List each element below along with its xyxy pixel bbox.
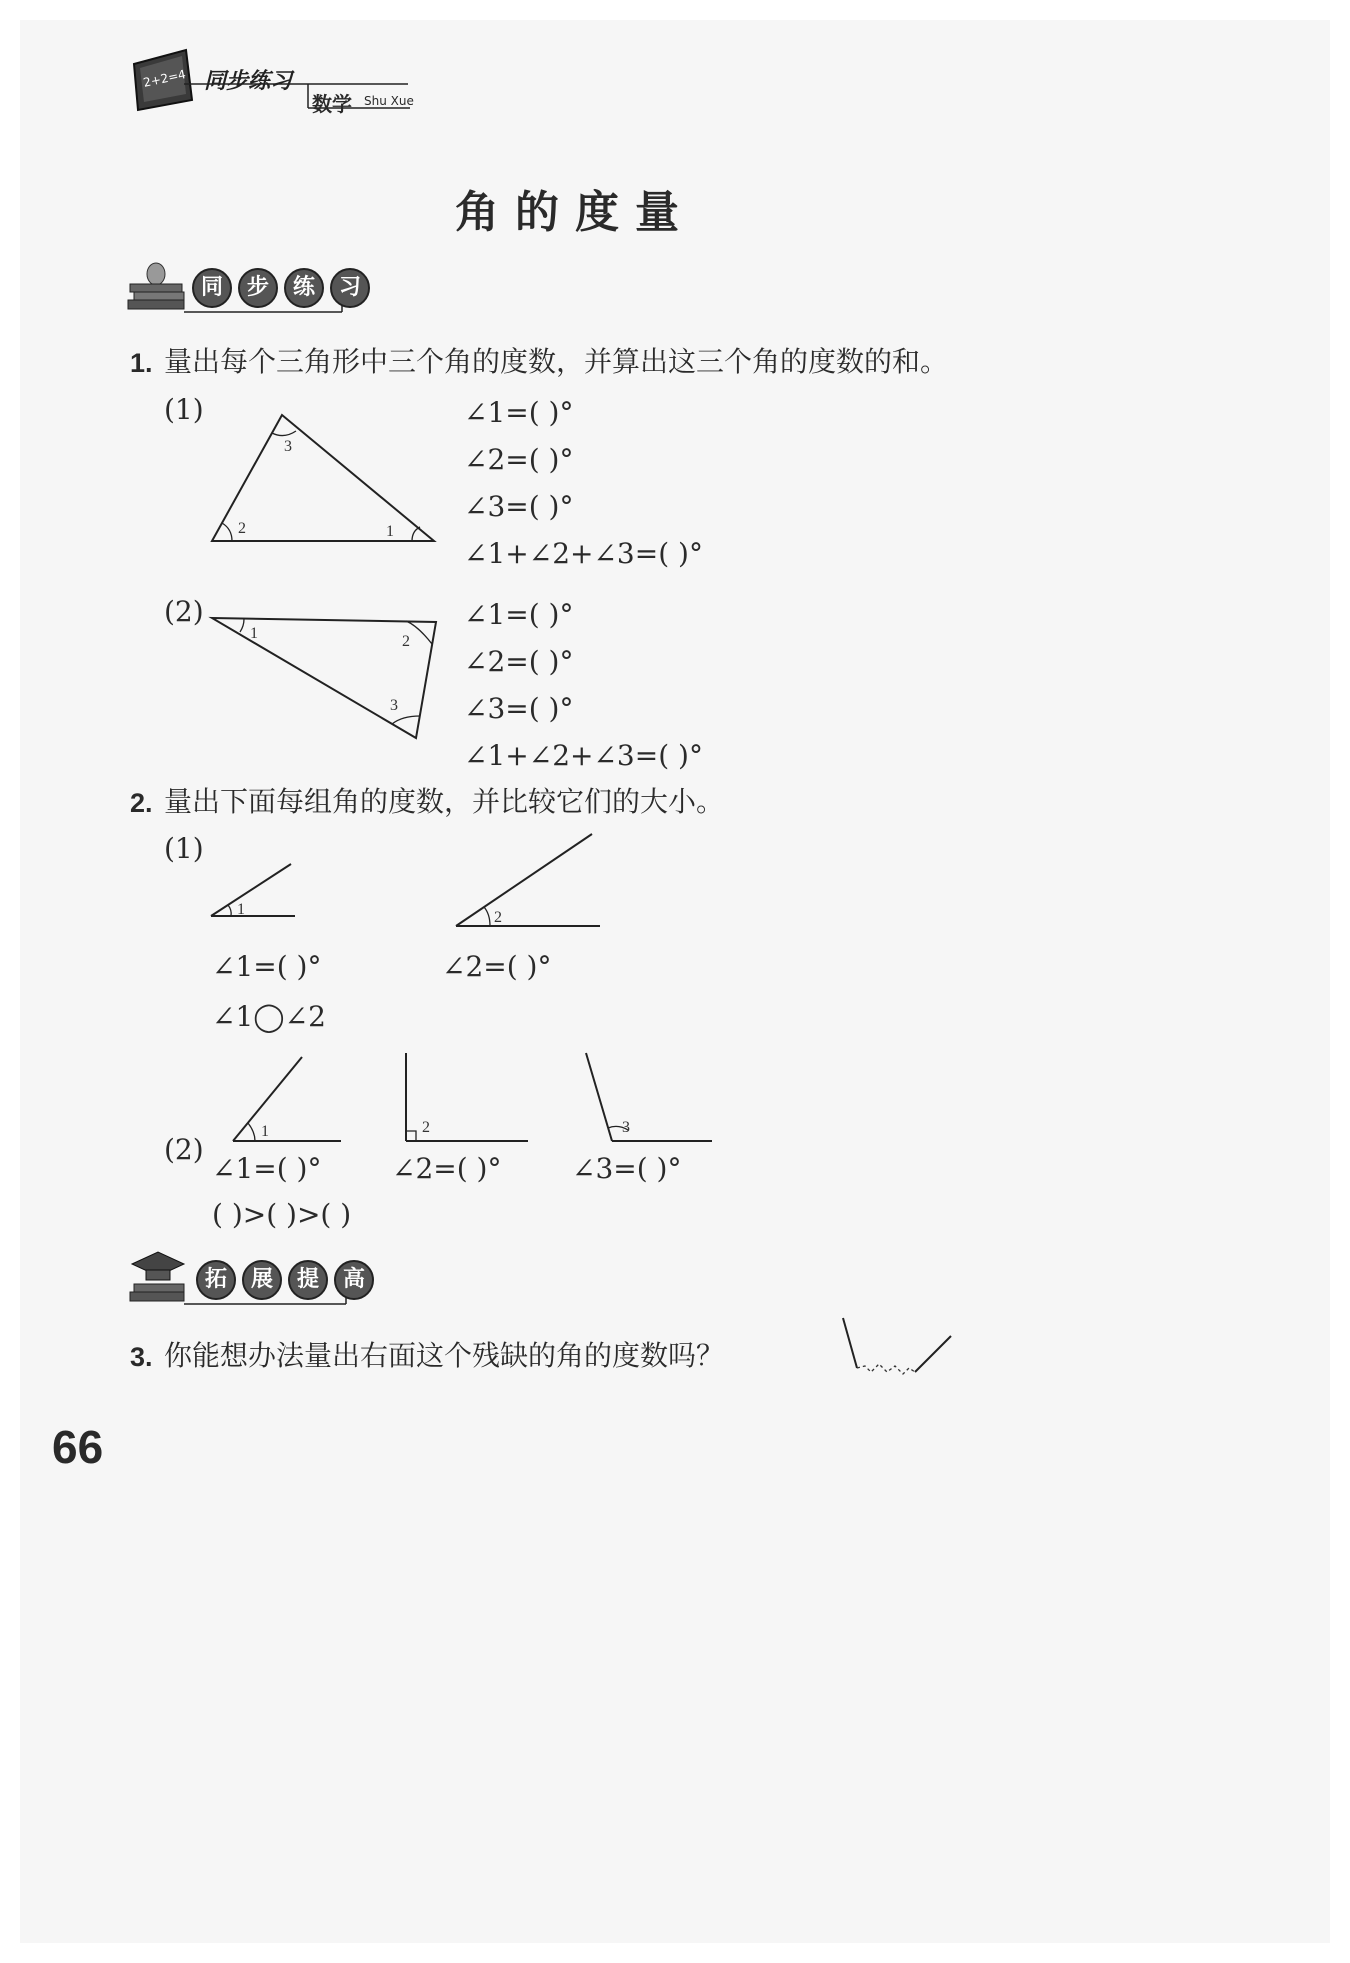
angle-3-3-figure bbox=[578, 1048, 718, 1148]
q1-p1-angle1-blank: ∠1=( )° bbox=[464, 396, 574, 429]
q2-p2-order-blank: ( )>( )>( ) bbox=[212, 1198, 352, 1231]
q1-p2-angle3-blank: ∠3=( )° bbox=[464, 692, 574, 725]
triangle-2-figure bbox=[200, 610, 450, 750]
broken-angle-figure bbox=[835, 1312, 960, 1382]
q2-p1-angle2-blank: ∠2=( )° bbox=[442, 950, 552, 983]
question-3-text: 你能想办法量出右面这个残缺的角的度数吗？ bbox=[164, 1339, 725, 1372]
q2-part1-label: (1) bbox=[164, 832, 204, 865]
banner-char: 练 bbox=[284, 268, 324, 308]
q2-p2-angle3-blank: ∠3=( )° bbox=[572, 1152, 682, 1185]
question-2-text: 量出下面每组角的度数，并比较它们的大小。 bbox=[164, 785, 725, 818]
icon-text: 2+2=4 bbox=[142, 67, 188, 90]
angle-2-figure bbox=[450, 828, 610, 933]
section-banner-sync-practice bbox=[126, 254, 361, 320]
q1-p1-angle2-blank: ∠2=( )° bbox=[464, 443, 574, 476]
question-3 bbox=[130, 1342, 153, 1373]
question-number: 2. bbox=[130, 788, 153, 818]
angle-label: 1 bbox=[237, 901, 245, 918]
header-logo bbox=[128, 44, 418, 116]
q1-part2-label: (2) bbox=[164, 595, 204, 628]
q2-part2-label: (2) bbox=[164, 1133, 204, 1166]
question-number: 1. bbox=[130, 348, 153, 378]
angle-3-2-figure bbox=[398, 1048, 533, 1148]
page-number: 66 bbox=[52, 1421, 104, 1473]
book-title: 同步练习 bbox=[204, 69, 293, 94]
question-number: 3. bbox=[130, 1342, 153, 1372]
question-1 bbox=[130, 348, 153, 379]
angle-label: 2 bbox=[422, 1119, 430, 1136]
q1-p1-sum-blank: ∠1+∠2+∠3=( )° bbox=[464, 537, 703, 570]
triangle-1-figure bbox=[200, 405, 440, 550]
angle-label: 2 bbox=[238, 520, 246, 537]
angle-label: 1 bbox=[386, 523, 394, 540]
subject-label: 数学 bbox=[312, 92, 352, 116]
angle-label: 1 bbox=[261, 1123, 269, 1140]
q1-p1-angle3-blank: ∠3=( )° bbox=[464, 490, 574, 523]
banner-char: 步 bbox=[238, 268, 278, 308]
banner-char: 提 bbox=[288, 1260, 328, 1300]
q2-p2-angle1-blank: ∠1=( )° bbox=[212, 1152, 322, 1185]
q1-part1-label: (1) bbox=[164, 393, 204, 426]
question-1-text: 量出每个三角形中三个角的度数，并算出这三个角的度数的和。 bbox=[164, 345, 949, 378]
angle-1-figure bbox=[205, 855, 305, 925]
subject-pinyin: Shu Xue bbox=[364, 94, 414, 108]
q1-p2-angle1-blank: ∠1=( )° bbox=[464, 598, 574, 631]
angle-label: 3 bbox=[622, 1119, 630, 1136]
lesson-title: 角的度量 bbox=[455, 187, 695, 238]
banner-char: 拓 bbox=[196, 1260, 236, 1300]
banner-char: 习 bbox=[330, 268, 370, 308]
banner-char: 同 bbox=[192, 268, 232, 308]
q1-p2-angle2-blank: ∠2=( )° bbox=[464, 645, 574, 678]
angle-3-1-figure bbox=[225, 1050, 350, 1150]
angle-label: 3 bbox=[390, 697, 398, 714]
angle-label: 2 bbox=[402, 633, 410, 650]
angle-label: 2 bbox=[494, 909, 502, 926]
angle-label: 1 bbox=[250, 625, 258, 642]
question-2 bbox=[130, 788, 153, 819]
q2-p2-angle2-blank: ∠2=( )° bbox=[392, 1152, 502, 1185]
banner-char: 展 bbox=[242, 1260, 282, 1300]
angle-label: 3 bbox=[284, 438, 292, 455]
q2-p1-compare: ∠1◯∠2 bbox=[212, 1000, 326, 1033]
q1-p2-sum-blank: ∠1+∠2+∠3=( )° bbox=[464, 739, 703, 772]
q2-p1-angle1-blank: ∠1=( )° bbox=[212, 950, 322, 983]
banner-char: 高 bbox=[334, 1260, 374, 1300]
